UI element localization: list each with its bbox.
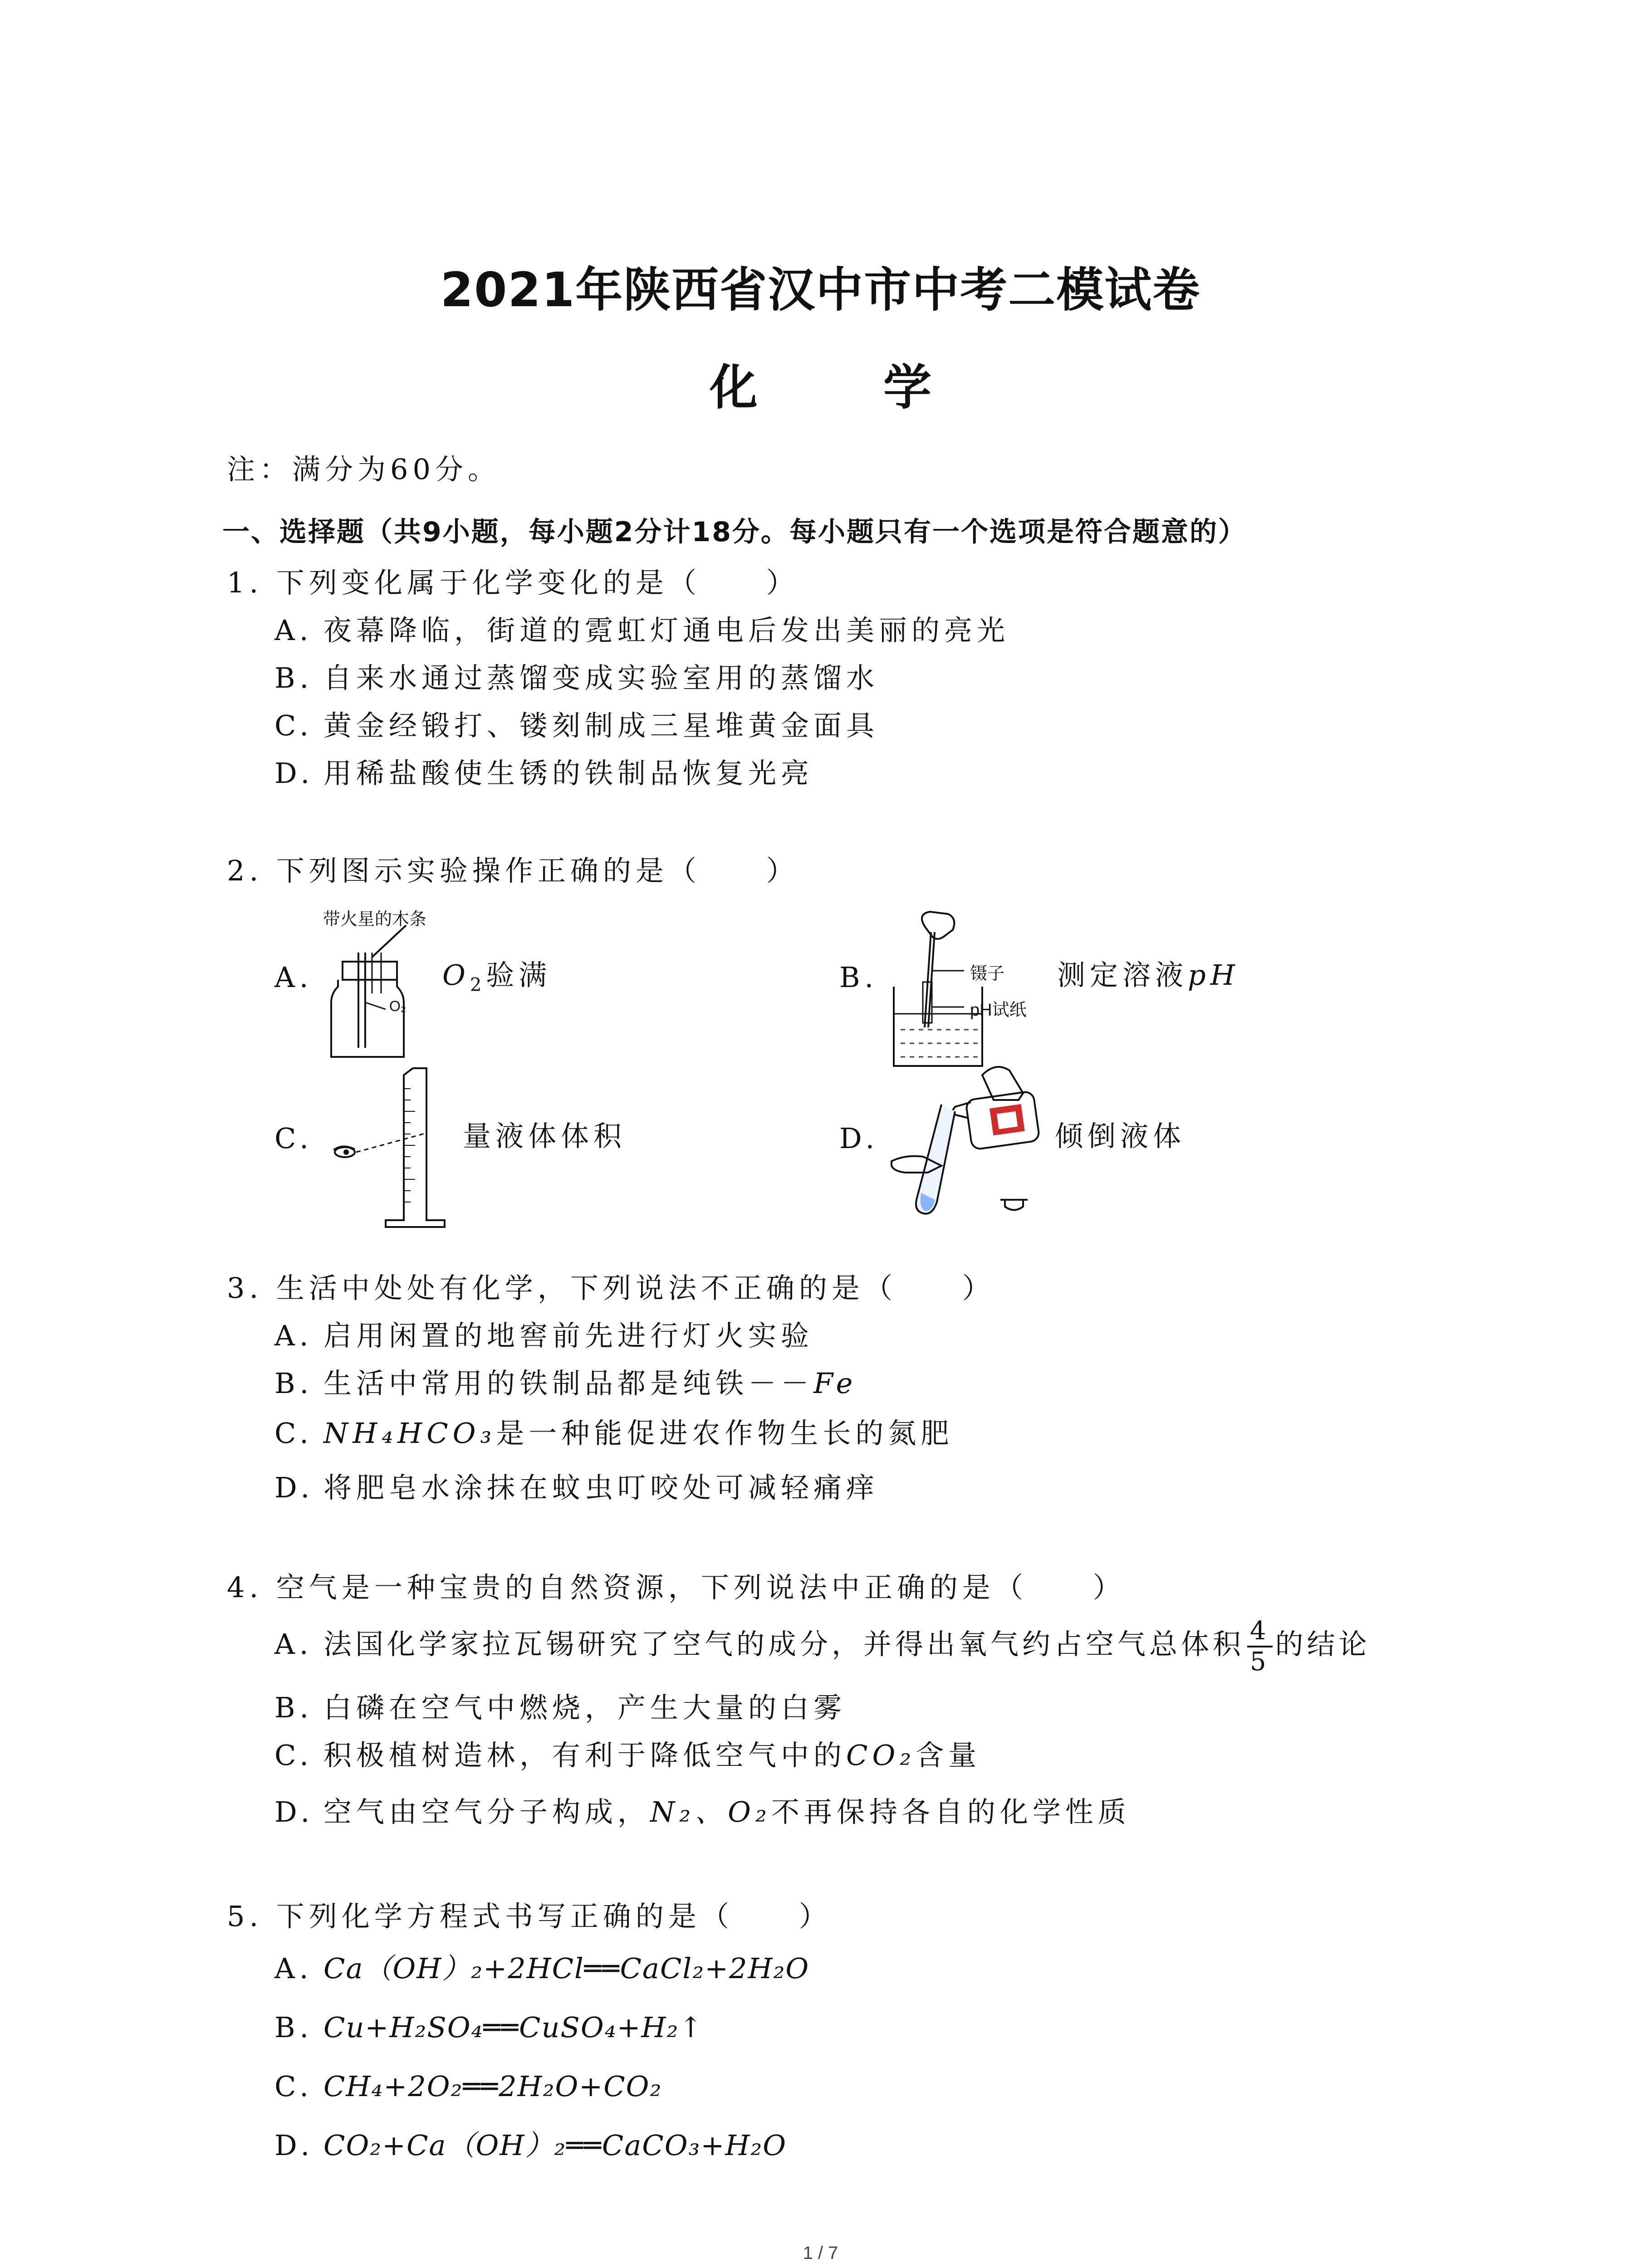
gas-bottle-figure	[318, 925, 436, 1061]
q4-a-frac-denominator: 5	[1250, 1647, 1270, 1677]
q3-c-formula: NH₄HCO₃	[323, 1417, 496, 1450]
q1-option-a-label: A.	[274, 614, 313, 647]
score-note: 注：满分为60分。	[227, 453, 500, 486]
q3-b-formula: Fe	[813, 1367, 857, 1400]
q4-option-c-text	[323, 1737, 981, 1774]
q1-option-b-text: 自来水通过蒸馏变成实验室用的蒸馏水	[323, 661, 879, 694]
q3-option-d-label: D.	[274, 1471, 314, 1504]
q3-option-c-label: C.	[274, 1417, 313, 1450]
q3-b-text: 生活中常用的铁制品都是纯铁－－	[323, 1367, 814, 1400]
q1-option-d-label: D.	[274, 757, 314, 790]
q2-option-c-label: C.	[274, 1122, 313, 1155]
section-heading: 一、选择题（共9小题，每小题2分计18分。每小题只有一个选项是符合题意的）	[222, 516, 1247, 548]
q5-option-a-label: A.	[274, 1952, 313, 1985]
q4-option-d-text	[323, 1794, 1131, 1830]
q1-option-b-label: B.	[274, 661, 314, 694]
q5-option-b-formula: Cu+H₂SO₄══CuSO₄+H₂↑	[323, 2011, 704, 2044]
q2-b-formula: pH	[1188, 958, 1239, 992]
q4-d-formula: N₂、O₂	[650, 1795, 771, 1828]
q3-option-a-text: 启用闲置的地窖前先进行灯火实验	[323, 1319, 814, 1352]
question-2-stem: 2. 下列图示实验操作正确的是（ ）	[227, 854, 799, 887]
q3-option-b-label: B.	[274, 1367, 314, 1400]
q1-option-d-text: 用稀盐酸使生锈的铁制品恢复光亮	[323, 757, 814, 790]
q2-option-d-text: 倾倒液体	[1055, 1119, 1186, 1153]
q1-option-c-label: C.	[274, 709, 313, 742]
question-3-stem: 3. 生活中处处有化学，下列说法不正确的是（ ）	[227, 1271, 995, 1305]
q2-b-tweezers-label: 镊子	[970, 964, 1005, 983]
q4-d-text: 空气由空气分子构成，	[323, 1795, 651, 1828]
q5-option-c-label: C.	[274, 2070, 313, 2103]
q3-option-a-label: A.	[274, 1319, 313, 1352]
question-5-stem: 5. 下列化学方程式书写正确的是（ ）	[227, 1900, 832, 1933]
q5-option-b-label: B.	[274, 2011, 314, 2044]
q4-a-frac-numerator: 4	[1247, 1617, 1273, 1647]
page-title: 2021年陕西省汉中市中考二模试卷	[440, 262, 1201, 318]
q4-d-text-after: 不再保持各自的化学性质	[771, 1795, 1131, 1828]
q2-b-ph-paper-label: pH试纸	[970, 1001, 1027, 1020]
q2-option-b-text	[1057, 957, 1239, 993]
q2-a-o2-label: O₂	[389, 998, 407, 1014]
q4-option-a-label: A.	[274, 1628, 313, 1661]
q3-option-d-text: 将肥皂水涂抹在蚊虫叮咬处可减轻痛痒	[323, 1471, 879, 1504]
q5-option-d-formula: CO₂+Ca（OH）₂══CaCO₃+H₂O	[323, 2129, 787, 2162]
q3-option-c-text	[323, 1415, 953, 1452]
q2-option-d-label: D.	[839, 1122, 879, 1155]
q5-option-a-formula: Ca（OH）₂+2HCl══CaCl₂+2H₂O	[323, 1952, 810, 1985]
q2-a-text: 验满	[486, 958, 552, 992]
q4-c-text: 积极植树造林，有利于降低空气中的	[323, 1739, 847, 1772]
measuring-cylinder-figure	[318, 1066, 472, 1234]
ph-test-figure	[889, 909, 989, 1073]
q4-a-text-after: 的结论	[1275, 1628, 1371, 1661]
q3-option-b-text	[323, 1365, 857, 1402]
pouring-liquid-figure	[887, 1057, 1050, 1229]
subject-title: 化 学	[710, 360, 986, 415]
q3-c-text: 是一种能促进农作物生长的氮肥	[496, 1417, 954, 1450]
q2-b-text: 测定溶液	[1057, 958, 1188, 992]
q4-a-fraction	[1247, 1617, 1273, 1677]
q4-option-a-text	[323, 1608, 1371, 1681]
q4-option-d-label: D.	[274, 1795, 314, 1828]
q4-c-text-after: 含量	[916, 1739, 981, 1772]
q4-a-text: 法国化学家拉瓦锡研究了空气的成分，并得出氧气约占空气总体积	[323, 1628, 1245, 1661]
q2-a-subscript: 2	[470, 974, 486, 996]
q4-option-b-label: B.	[274, 1691, 314, 1724]
q1-option-a-text: 夜幕降临，街道的霓虹灯通电后发出美丽的亮光	[323, 614, 1010, 647]
q4-option-b-text: 白磷在空气中燃烧，产生大量的白雾	[323, 1691, 847, 1724]
q2-option-b-label: B.	[839, 961, 878, 994]
question-4-stem: 4. 空气是一种宝贵的自然资源，下列说法中正确的是（ ）	[227, 1571, 1126, 1604]
q2-option-a-label: A.	[274, 961, 313, 994]
q2-option-a-text	[442, 957, 551, 1003]
q5-option-d-label: D.	[274, 2129, 314, 2162]
page-number: 1 / 7	[803, 2243, 838, 2263]
q4-c-formula: CO₂	[846, 1739, 916, 1772]
question-1-stem: 1. 下列变化属于化学变化的是（ ）	[227, 566, 799, 599]
q2-option-c-text: 量液体体积	[463, 1119, 627, 1153]
q2-a-caption: 带火星的木条	[323, 910, 427, 929]
q2-a-formula: O	[442, 958, 470, 992]
q4-option-c-label: C.	[274, 1739, 313, 1772]
q1-option-c-text: 黄金经锻打、镂刻制成三星堆黄金面具	[323, 709, 879, 742]
q5-option-c-formula: CH₄+2O₂══2H₂O+CO₂	[323, 2070, 662, 2103]
